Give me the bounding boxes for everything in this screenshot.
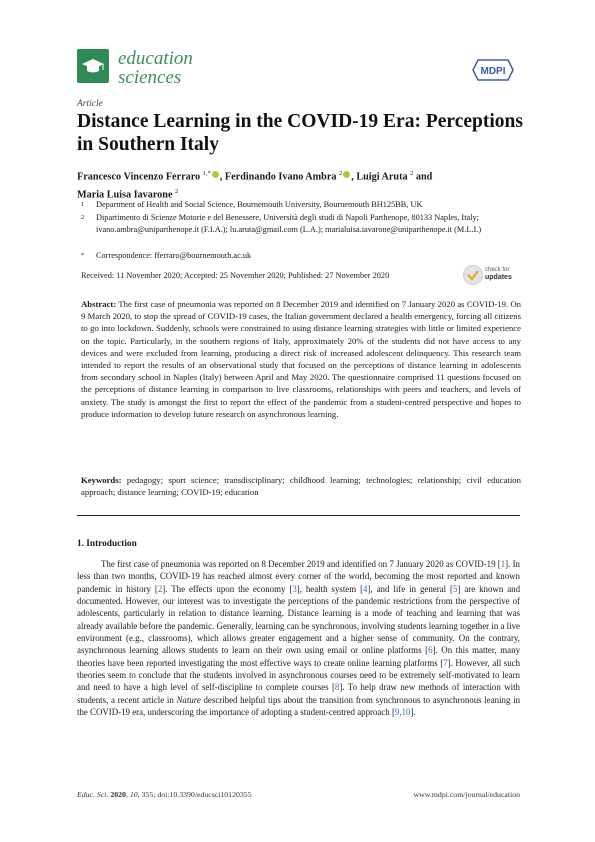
author-affiliation-mark: 2 [175, 188, 179, 196]
body-text: The first case of pneumonia was reported on 8 December 2019 and identified on 7 January 2020 as COVID-19 [ [101, 559, 501, 569]
orcid-icon[interactable] [343, 171, 350, 178]
author-affiliation-mark: 1,* [202, 170, 211, 177]
body-text: ]. To help draw new methods of interaction with students, a recent article in [77, 682, 520, 705]
body-text: ]. [410, 707, 416, 718]
mdpi-logo [472, 59, 514, 81]
citation-link[interactable]: 5 [452, 583, 458, 594]
body-text: ]. However, all such theories seem to conclude that the students involved in asynchronous courses need to be extremely self-motivated to learn and need to have a high level of self-discipline to complete courses [ [77, 657, 521, 693]
check-updates-icon [463, 265, 483, 285]
publication-dates: Received: 11 November 2020; Accepted: 25 November 2020; Published: 27 November 2020 [81, 271, 390, 280]
check-updates-text [485, 267, 512, 282]
journal-name-italic: Nature [176, 694, 201, 705]
check-updates-line2: updates [485, 274, 512, 281]
correspondence-mark: * [81, 252, 85, 259]
body-text: ]. The effects upon the economy [ [162, 583, 293, 594]
body-paragraph [77, 558, 520, 718]
journal-name [118, 49, 193, 87]
author-affiliation-mark: 2 [338, 170, 343, 177]
footer-journal-url[interactable]: www.mdpi.com/journal/education [413, 790, 520, 799]
journal-logo-icon [77, 49, 109, 83]
body-text: described helpful tips about the transition from synchronous to asynchronous leaning in the COVID-19 era, underscoring the importance of adopting a student-centred approach [ [77, 694, 521, 718]
check-updates-line1: check for [485, 267, 510, 273]
affiliation-number: 1 [81, 201, 85, 208]
citation-link[interactable]: 3 [292, 583, 297, 594]
keywords-text: pedagogy; sport science; transdisciplinary; childhood learning; technologies; relationship; civil education approach; distance learning; COVID-19; education [81, 475, 521, 498]
footer-volume: 10 [129, 790, 138, 799]
footer-journal-abbrev: Educ. Sci. [77, 790, 109, 799]
article-type: Article [77, 99, 103, 109]
footer-year: 2020 [110, 790, 126, 799]
mdpi-logo-text: MDPI [480, 66, 506, 77]
body-text: ]. In less than two months, COVID-19 has reached almost every corner of the world, becoming the most reported and known pandemic in history [ [77, 559, 520, 594]
body-text: ] are known and documented. However, our interest was to investigate the perceptions of the pandemic restrictions from the perspective of adolescents, particularly in relation to distance learning. Distance learning is a mode of teaching and learning that was already available before the pandemic. Generally, learning can be synchronous, involving students learning together in a live environment (e.g., classrooms), which allows greater engagement and a higher sense of community. On the contrary, asynchronous learning allows students to learn on their own using email or online platforms [ [77, 583, 521, 656]
footer-doi[interactable]: , 355; doi:10.3390/educsci10120355 [137, 790, 252, 799]
affiliation-text: Department of Health and Social Science, Bournemouth University, Bournemouth BH125BB, UK [96, 200, 423, 209]
citation-link[interactable]: 1 [500, 559, 506, 569]
journal-name-line2: sciences [118, 67, 182, 88]
citation-link[interactable]: 9,10 [394, 707, 411, 718]
affiliation-text: Dipartimento di Scienze Motorie e del Benessere, Università degli studi di Napoli Parthenope, 80133 Naples, Italy; ivano.ambra@uniparthenope.it (F.I.A.); lu.aruta@gmail.com (L.A.); marialuisa.iavarone@uniparthenope.it (M.L.I.) [96, 213, 482, 234]
citation-link[interactable]: 8 [334, 682, 340, 693]
article-title: Distance Learning in the COVID-19 Era: Perceptions in Southern Italy [77, 111, 523, 155]
keywords [81, 474, 521, 498]
author-name[interactable]: Ferdinando Ivano Ambra [224, 171, 337, 183]
body-text: ]. On this matter, many theories have been reported investigating the most effective ways to create online learning platforms [ [77, 645, 521, 668]
body-text: ], health system [ [296, 583, 364, 594]
author-affiliation-mark: 2 [410, 170, 414, 177]
body-text: ], and life in general [ [367, 583, 453, 594]
author-name[interactable]: Maria Luisa Iavarone [77, 189, 173, 201]
check-for-updates-badge[interactable] [463, 265, 523, 287]
citation-link[interactable]: 7 [443, 657, 448, 668]
affiliation-number: 2 [81, 214, 85, 221]
orcid-icon[interactable] [212, 171, 219, 178]
citation-link[interactable]: 2 [157, 583, 163, 594]
author-name[interactable]: Francesco Vincenzo Ferraro [77, 171, 201, 183]
abstract-text: The first case of pneumonia was reported on 8 December 2019 and identified on 7 January 2020 as COVID-19. On 9 March 2020, to stop the spread of COVID-19 cases, the Italian government declared a health emergency, forcing all citizens to go into lockdown. Suddenly, schools were constrained to using distance learning strategies with little or limited experience on the topic. Particularly, in the southern regions of Italy, approximately 20% of the students did not have access to any devices and were excluded from learning, producing a direct risk of increased adolescent delinquency. This research team intended to report the results of an observational study that focused on the perceptions of distance learning in adolescents from secondary school in Naples (Italy) between April and May 2020. The questionnaire comprised 11 questions focused on the perceptions of distance learning in comparison to live classrooms, relationships with peers and teachers, and levels of anxiety. The study is amongst the first to report the effect of the pandemic from a student-centred perspective and hopes to produce information to develop future research on asynchronous learning. [81, 299, 522, 419]
author-conjunction: and [415, 171, 433, 183]
journal-name-line1: education [118, 48, 193, 69]
citation-link[interactable]: 6 [428, 645, 433, 656]
keywords-label: Keywords: [81, 475, 122, 485]
section-heading: 1. Introduction [77, 539, 137, 549]
abstract-label: Abstract: [81, 299, 117, 309]
footer-citation: Educ. Sci. 2020, 10, 355; doi:10.3390/educsci10120355 [77, 790, 252, 799]
abstract [81, 298, 521, 420]
correspondence-text[interactable]: Correspondence: fferraro@bournemouth.ac.uk [96, 251, 252, 260]
citation-link[interactable]: 4 [363, 583, 368, 594]
author-list: Francesco Vincenzo Ferraro $^{1,*}$ , Ferdinando Ivano Ambra $^2$ , Luigi Aruta $^2$ and Maria Luisa Iavarone $^2$ [77, 170, 433, 201]
author-name[interactable]: Luigi Aruta [356, 171, 408, 183]
section-divider [77, 515, 520, 516]
